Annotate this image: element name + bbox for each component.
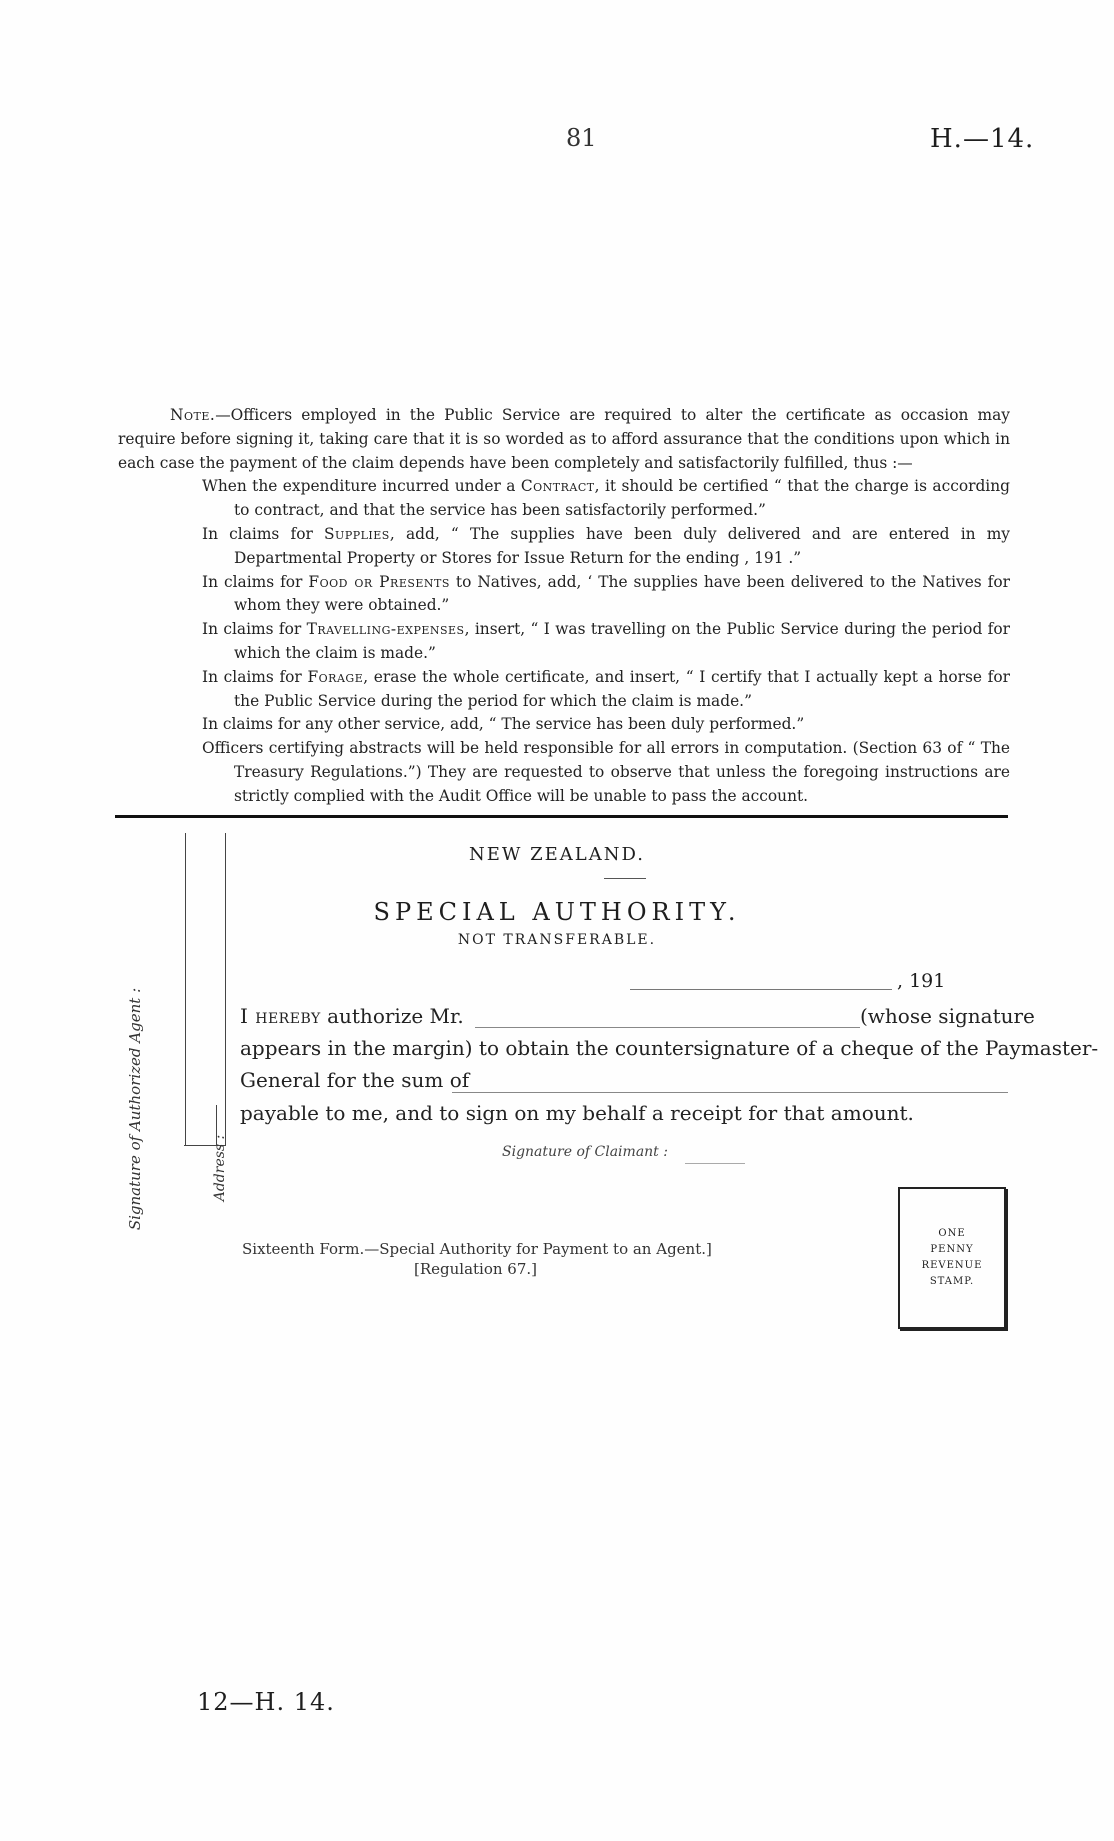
note-item-other-service: In claims for any other service, add, “ The service has been duly performed.”: [202, 715, 805, 734]
agent-name-field[interactable]: [475, 1027, 860, 1028]
stamp-line-3: REVENUE: [921, 1260, 983, 1271]
authorize-text: authorize Mr.: [320, 1004, 464, 1028]
note-intro-text: —Officers employed in the Public Service are required to alter the certificate as occasion may require before signing it, taking care that it is so worded as to afford assurance that the conditions upon which in each case the payment of the claim depends have been completely and satisfactorily fulfilled, thus :—: [118, 406, 1010, 472]
section-divider: [115, 815, 1008, 818]
margin-agent-signature-label: Signature of Authorized Agent :: [126, 987, 144, 1231]
form-regulation: [Regulation 67.]: [414, 1260, 538, 1278]
note-item-food: In claims for Food or Presents to Natives, add, ‘ The supplies have been delivered to the Natives for whom they were obtained.”: [202, 572, 1010, 615]
bottom-reference: 12—H. 14.: [197, 1688, 335, 1716]
form-title: SPECIAL AUTHORITY.: [373, 898, 741, 926]
note-item-supplies: In claims for Supplies, add, “ The supplies have been duly delivered and are entered in my Departmental Property or Stores for Issue Return for the ending , 191 .”: [202, 524, 1011, 567]
note-item-travelling: In claims for Travelling-expenses, insert, “ I was travelling on the Public Service during the period for which the claim is made.”: [202, 620, 1010, 662]
stamp-line-4: STAMP.: [929, 1276, 975, 1287]
authorize-line: [240, 1004, 464, 1028]
stamp-line-1: ONE: [938, 1228, 966, 1239]
date-year: , 191: [897, 970, 946, 992]
document-reference: H.—14.: [930, 124, 1035, 154]
note-item-contract: When the expenditure incurred under a Contract, it should be certified “ that the charge is according to contract, and that the service has been satisfactorily performed.”: [202, 477, 1010, 520]
sum-label: General for the sum of: [240, 1068, 470, 1092]
margin-line-text: appears in the margin) to obtain the countersignature of a cheque of the Paymaster-: [240, 1036, 1099, 1060]
payable-text: payable to me, and to sign on my behalf a receipt for that amount.: [240, 1101, 914, 1125]
note-item-forage: In claims for Forage, erase the whole certificate, and insert, “ I certify that I actually kept a horse for the Public Service during the period for which the claim is made.”: [202, 667, 1011, 710]
note-intro: [118, 404, 1010, 475]
page-number: 81: [566, 124, 597, 152]
i-hereby: I hereby: [240, 1004, 321, 1028]
claimant-signature-label: Signature of Claimant :: [502, 1144, 668, 1160]
note-item-officers: Officers certifying abstracts will be held responsible for all errors in computation. (Section 63 of “ The Treasury Regulations.”) They are requested to observe that unless the foregoing instructions are strictly complied with the Audit Office will be unable to pass the account.: [202, 739, 1010, 805]
sum-field[interactable]: [452, 1092, 1008, 1093]
form-subtitle: NOT TRANSFERABLE.: [457, 932, 657, 948]
claimant-signature-field[interactable]: [685, 1163, 745, 1164]
revenue-stamp-box: [898, 1187, 1006, 1329]
title-rule: [604, 878, 646, 879]
form-country: NEW ZEALAND.: [469, 844, 645, 865]
form-description: Sixteenth Form.—Special Authority for Payment to an Agent.]: [242, 1240, 712, 1258]
margin-address-label: Address :: [212, 1134, 228, 1202]
date-field[interactable]: [630, 989, 892, 990]
whose-signature-text: (whose signature: [860, 1004, 1035, 1028]
margin-line-1: [185, 833, 186, 1145]
note-label: Note.: [170, 406, 216, 424]
note-block: [118, 404, 1010, 809]
margin-line-2: [225, 833, 226, 1145]
stamp-line-2: PENNY: [930, 1244, 974, 1255]
